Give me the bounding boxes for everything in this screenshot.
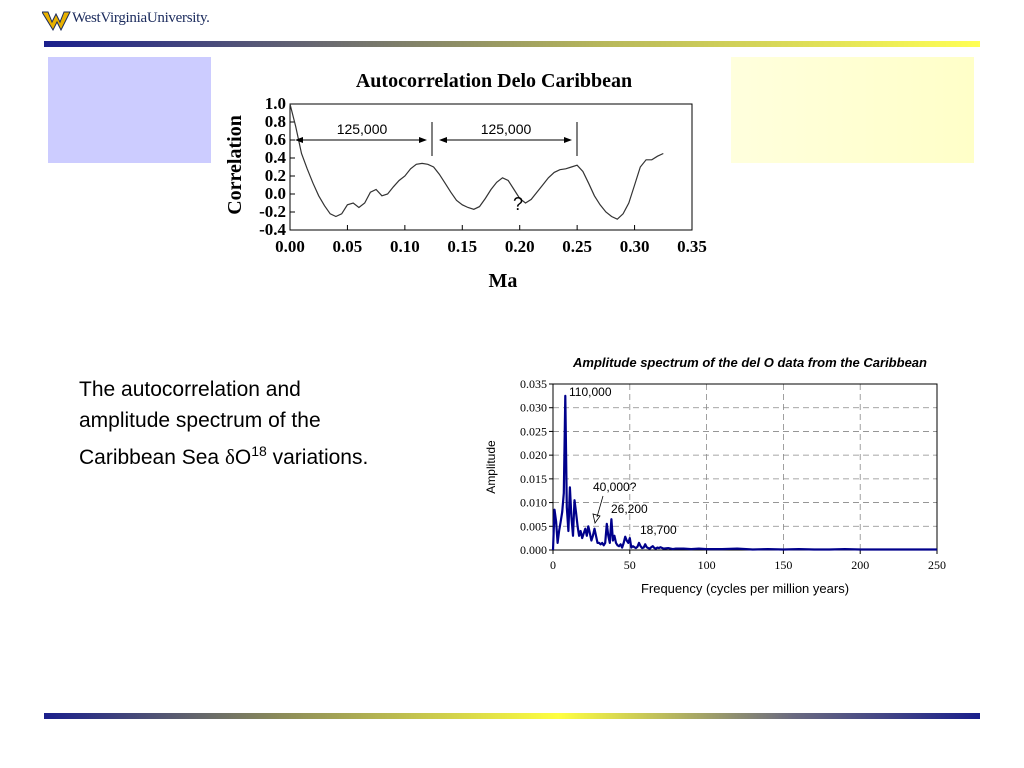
spectrum-series-line <box>553 396 937 550</box>
annotation-label-125000-b: 125,000 <box>480 121 532 137</box>
autocorr-y-tick-label: -0.2 <box>259 202 286 221</box>
spectrum-y-tick-label: 0.025 <box>520 424 547 439</box>
spectrum-y-tick-label: 0.035 <box>520 377 547 391</box>
annotation-pointer-40000 <box>597 496 603 517</box>
spectrum-x-tick-label: 250 <box>928 558 946 572</box>
spectrum-x-tick-label: 200 <box>851 558 870 572</box>
annotation-label-40000: 40,000? <box>593 480 637 494</box>
wvu-logo-icon <box>42 8 72 34</box>
spectrum-y-tick-label: 0.020 <box>520 448 547 463</box>
annotation-label-26200: 26,200 <box>611 502 648 516</box>
spectrum-x-tick-label: 0 <box>550 558 556 572</box>
spectrum-x-tick-label: 50 <box>623 558 636 572</box>
spectrum-ylabel: Amplitude <box>484 440 498 494</box>
amplitude-spectrum-chart <box>480 350 980 610</box>
spectrum-y-tick-label: 0.015 <box>520 471 547 486</box>
autocorr-x-tick-label: 0.20 <box>504 237 535 256</box>
spectrum-x-tick-label: 150 <box>774 558 793 572</box>
spectrum-y-ticks <box>520 377 553 557</box>
top-divider-bar <box>44 41 980 47</box>
autocorr-x-tick-label: 0.05 <box>332 237 363 256</box>
autocorr-x-tick-label: 0.35 <box>677 237 707 256</box>
description-line-3-suffix: variations. <box>266 446 369 469</box>
annotation-label-18700: 18,700 <box>640 523 677 537</box>
spectrum-y-tick-label: 0.005 <box>520 519 547 534</box>
autocorrelation-chart <box>210 60 730 300</box>
description-line-3-prefix: Caribbean Sea <box>79 446 225 469</box>
autocorr-xlabel: Ma <box>488 270 518 292</box>
autocorr-y-tick-label: 0.2 <box>264 166 286 185</box>
spectrum-y-tick-label: 0.010 <box>520 495 547 510</box>
autocorr-y-tick-label: 0.6 <box>264 130 286 149</box>
spectrum-y-tick-label: 0.000 <box>520 543 547 557</box>
arrow-head-right-1 <box>419 137 427 143</box>
autocorr-y-tick-label: 0.8 <box>264 112 286 131</box>
delta-symbol: δ <box>224 445 235 469</box>
autocorr-y-tick-label: 0.0 <box>264 184 286 203</box>
oxygen-symbol: O <box>234 446 252 469</box>
autocorr-ylabel: Correlation <box>224 115 246 215</box>
autocorr-y-tick-label: -0.4 <box>259 220 286 239</box>
spectrum-x-tick-label: 100 <box>697 558 716 572</box>
arrow-head-left-2 <box>439 137 447 143</box>
autocorr-y-tick-label: 0.4 <box>264 148 286 167</box>
annotation-label-125000-a: 125,000 <box>336 121 388 137</box>
description-text <box>79 374 459 473</box>
autocorr-x-tick-label: 0.10 <box>389 237 420 256</box>
description-line-1: The autocorrelation and <box>79 378 301 401</box>
spectrum-xlabel: Frequency (cycles per million years) <box>640 581 850 596</box>
autocorr-x-tick-label: 0.25 <box>562 237 593 256</box>
lavender-decor-block <box>48 57 211 163</box>
isotope-superscript: 18 <box>251 443 267 459</box>
spectrum-y-tick-label: 0.030 <box>520 400 547 415</box>
arrow-head-right-2 <box>564 137 572 143</box>
annotation-label-110000: 110,000 <box>569 385 612 399</box>
annotation-pointer-head <box>593 514 600 523</box>
university-name: WestVirginiaUniversity. <box>72 10 210 26</box>
spectrum-title: Amplitude spectrum of the del O data from the Caribbean <box>573 355 927 370</box>
spectrum-x-ticks <box>550 550 946 572</box>
autocorr-x-tick-label: 0.15 <box>447 237 478 256</box>
annotation-question-mark: ? <box>512 194 524 214</box>
autocorr-x-tick-label: 0.00 <box>275 237 305 256</box>
autocorr-title: Autocorrelation Delo Caribbean <box>355 70 633 92</box>
bottom-divider-bar <box>44 713 980 719</box>
autocorr-y-tick-label: 1.0 <box>264 94 286 113</box>
description-line-2: amplitude spectrum of the <box>79 409 321 432</box>
cream-decor-block <box>731 57 974 163</box>
autocorr-x-tick-label: 0.30 <box>619 237 650 256</box>
description-line-3 <box>79 436 459 473</box>
